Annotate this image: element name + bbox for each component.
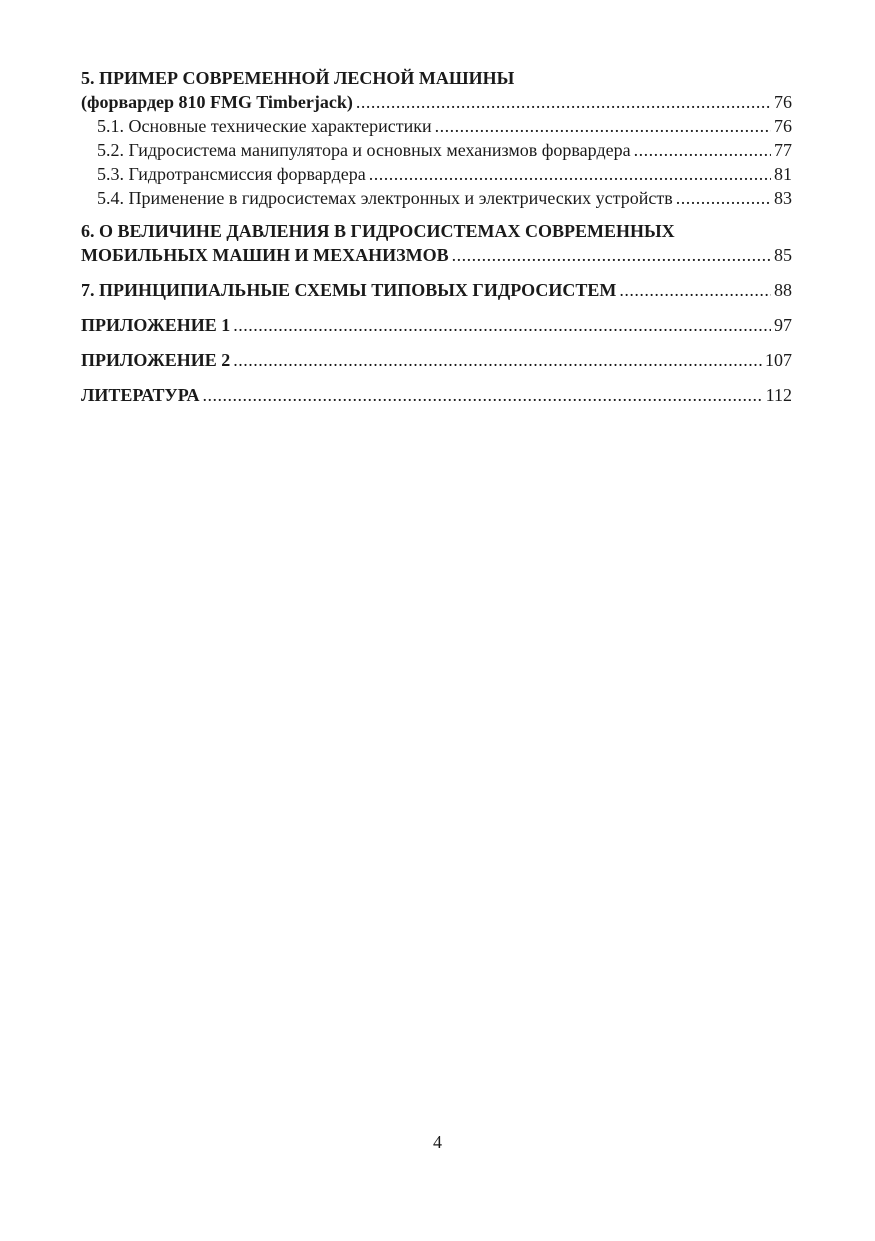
toc-section-5-subtitle: (форвардер 810 FMG Timberjack)	[81, 92, 353, 112]
toc-item-label: 5.2. Гидросистема манипулятора и основных механизмов форвардера	[97, 140, 631, 160]
dot-leader	[356, 90, 771, 114]
toc-page-number: 76	[774, 116, 792, 136]
toc-section-6-subtitle: МОБИЛЬНЫХ МАШИН И МЕХАНИЗМОВ	[81, 245, 449, 265]
toc-appendix-2-title: ПРИЛОЖЕНИЕ 2	[81, 350, 231, 370]
toc-item-5-2[interactable]	[81, 138, 792, 162]
dot-leader	[452, 243, 771, 267]
toc-section-5-entry[interactable]	[81, 90, 792, 114]
dot-leader	[233, 313, 771, 337]
toc-item-label: 5.4. Применение в гидросистемах электронных и электрических устройств	[97, 188, 673, 208]
toc-section-5-title-line1[interactable]	[81, 66, 792, 90]
toc-section-7-title: 7. ПРИНЦИПИАЛЬНЫЕ СХЕМЫ ТИПОВЫХ ГИДРОСИСТЕМ	[81, 280, 617, 300]
toc-item-5-4[interactable]	[81, 186, 792, 210]
toc-page-number: 83	[774, 188, 792, 208]
toc-section-5-title: 5. ПРИМЕР СОВРЕМЕННОЙ ЛЕСНОЙ МАШИНЫ	[81, 68, 515, 88]
toc-page-number: 97	[774, 315, 792, 335]
toc-page-number: 85	[774, 245, 792, 265]
dot-leader	[202, 383, 762, 407]
toc-item-label: 5.3. Гидротрансмиссия форвардера	[97, 164, 366, 184]
toc-page-number: 88	[774, 280, 792, 300]
toc-item-5-1[interactable]	[81, 114, 792, 138]
toc-literature-title: ЛИТЕРАТУРА	[81, 385, 200, 405]
toc-section-6-title: 6. О ВЕЛИЧИНЕ ДАВЛЕНИЯ В ГИДРОСИСТЕМАХ СОВРЕМЕННЫХ	[81, 221, 675, 241]
toc-page-number: 107	[765, 350, 792, 370]
dot-leader	[619, 278, 771, 302]
dot-leader	[369, 162, 771, 186]
dot-leader	[676, 186, 771, 210]
toc-appendix-1-title: ПРИЛОЖЕНИЕ 1	[81, 315, 231, 335]
toc-section-6-title-line1[interactable]	[81, 219, 792, 243]
dot-leader	[233, 348, 762, 372]
toc-page-number: 76	[774, 92, 792, 112]
toc-item-label: 5.1. Основные технические характеристики	[97, 116, 432, 136]
toc-item-5-3[interactable]	[81, 162, 792, 186]
toc-appendix-2-entry[interactable]	[81, 348, 792, 372]
toc-literature-entry[interactable]	[81, 383, 792, 407]
toc-section-7-entry[interactable]	[81, 278, 792, 302]
dot-leader	[435, 114, 771, 138]
table-of-contents	[81, 66, 792, 407]
page-footer-number: 4	[433, 1132, 442, 1152]
toc-page-number: 81	[774, 164, 792, 184]
toc-appendix-1-entry[interactable]	[81, 313, 792, 337]
dot-leader	[634, 138, 771, 162]
toc-section-6-entry[interactable]	[81, 243, 792, 267]
toc-page-number: 112	[765, 385, 792, 405]
toc-page-number: 77	[774, 140, 792, 160]
